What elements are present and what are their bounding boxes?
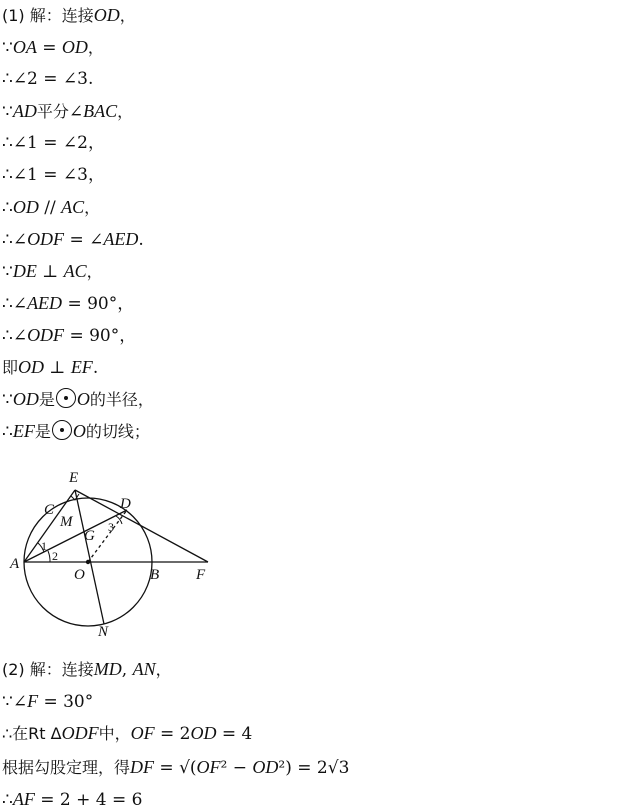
line-text-part: AD xyxy=(12,101,37,121)
label-n: N xyxy=(98,624,109,640)
line-text-part: ∴在Rt Δ xyxy=(2,724,62,743)
line-text-part: . xyxy=(92,358,99,378)
line-text-part: ∠ xyxy=(68,102,84,122)
line-text-part: ∴∠1 = ∠3， xyxy=(2,165,105,185)
line-text-part: AC xyxy=(63,261,87,281)
label-angle-1: 1 xyxy=(41,539,47,553)
line-text-part: = 30° xyxy=(38,692,94,712)
solution-line-18 xyxy=(2,756,349,779)
line-text-part: = ∠ xyxy=(64,230,104,250)
label-c: C xyxy=(44,502,55,518)
line-text-part: EF xyxy=(70,357,93,377)
line-text-part: = 90°， xyxy=(62,294,135,314)
line-text-part: = 90°， xyxy=(64,326,137,346)
line-text-part: OD xyxy=(93,5,120,25)
label-e: E xyxy=(69,470,79,486)
line-text-part: . xyxy=(138,230,144,250)
label-d: D xyxy=(120,496,131,512)
label-angle-3: 3 xyxy=(108,520,114,534)
line-text-part: 平分 xyxy=(36,102,69,121)
line-text-part: 中， xyxy=(98,724,131,743)
solution-line-15 xyxy=(2,658,172,681)
line-text-part: OD xyxy=(252,757,279,777)
line-text-part: BAC xyxy=(83,101,118,121)
line-text-part: AED xyxy=(103,229,139,249)
line-text-part: OF xyxy=(130,723,155,743)
line-text-part: = √( xyxy=(154,758,197,778)
line-text-part: , xyxy=(121,660,133,680)
line-text-part: ∴∠ xyxy=(2,326,28,346)
label-angle-2: 2 xyxy=(52,549,58,563)
line-text-part: OD xyxy=(61,37,88,57)
label-f: F xyxy=(196,567,206,583)
solution-line-4 xyxy=(2,100,133,123)
solution-line-11 xyxy=(2,324,136,347)
line-text-part: OA xyxy=(12,37,37,57)
circle-symbol-icon xyxy=(56,388,76,408)
line-text-part: ∴ xyxy=(2,198,13,218)
solution-line-2 xyxy=(2,36,104,59)
solution-line-19 xyxy=(2,788,142,811)
line-text-part: 的半径， xyxy=(89,390,154,409)
line-text-part: = xyxy=(36,38,62,58)
label-b: B xyxy=(150,567,160,583)
line-text-part: ， xyxy=(87,38,104,57)
line-text-part: DF xyxy=(130,757,155,777)
line-text-part: ∵∠ xyxy=(2,692,28,712)
solution-line-10 xyxy=(2,292,134,315)
line-text-part: MD xyxy=(93,659,122,679)
line-text-part: ⊥ xyxy=(44,358,71,378)
line-text-part: 是 xyxy=(38,390,55,409)
line-text-part: (2) 解：连接 xyxy=(2,660,94,679)
line-text-part: ， xyxy=(155,660,172,679)
line-text-part: ∵ xyxy=(2,102,13,122)
label-a: A xyxy=(10,556,20,572)
line-text-part: // xyxy=(38,198,62,218)
line-text-part: ， xyxy=(86,262,103,281)
line-text-part: 即 xyxy=(2,358,19,377)
line-en xyxy=(75,490,104,624)
line-text-part: = 2 xyxy=(154,724,191,744)
line-text-part: (1) 解：连接 xyxy=(2,6,94,25)
line-text-part: 是 xyxy=(34,422,51,441)
line-text-part: AN xyxy=(132,659,156,679)
line-text-part: ， xyxy=(84,198,101,217)
angle-arc-2 xyxy=(48,551,50,562)
solution-line-14 xyxy=(2,420,150,443)
label-o: O xyxy=(74,567,85,583)
solution-line-17 xyxy=(2,722,252,745)
line-text-part: OD xyxy=(12,389,39,409)
line-text-part: ⊥ xyxy=(36,262,64,282)
line-text-part: ODF xyxy=(61,723,99,743)
line-text-part: ODF xyxy=(27,229,65,249)
line-text-part: ² − xyxy=(220,758,253,778)
line-text-part: = 4 xyxy=(216,724,253,744)
circle-symbol-icon xyxy=(52,420,72,440)
solution-line-12 xyxy=(2,356,98,379)
line-text-part: ， xyxy=(117,102,134,121)
solution-line-1 xyxy=(2,4,136,27)
line-text-part: ∴ xyxy=(2,790,13,810)
line-text-part: OF xyxy=(196,757,221,777)
line-text-part: OD xyxy=(190,723,217,743)
line-text-part: AC xyxy=(61,197,85,217)
line-text-part: OD xyxy=(12,197,39,217)
line-text-part: ∴ xyxy=(2,422,13,442)
line-text-part: AED xyxy=(27,293,63,313)
line-text-part: AF xyxy=(12,789,35,809)
line-text-part: ²) = 2√3 xyxy=(278,758,350,778)
solution-line-13 xyxy=(2,388,154,411)
line-text-part: ∴∠2 = ∠3. xyxy=(2,69,94,89)
solution-line-7 xyxy=(2,196,100,219)
line-text-part: ∵ xyxy=(2,38,13,58)
line-text-part: ∵ xyxy=(2,262,13,282)
line-text-part: F xyxy=(27,691,39,711)
label-m: M xyxy=(60,514,73,530)
line-text-part: OD xyxy=(18,357,45,377)
line-text-part: EF xyxy=(12,421,35,441)
line-text-part: O xyxy=(72,421,86,441)
line-text-part: ∴∠ xyxy=(2,294,28,314)
line-text-part: ∵ xyxy=(2,390,13,410)
solution-line-3 xyxy=(2,68,93,90)
solution-line-5 xyxy=(2,132,105,154)
line-text-part: 的切线； xyxy=(85,422,150,441)
geometry-figure xyxy=(8,468,223,643)
line-text-part: ODF xyxy=(27,325,65,345)
solution-line-8 xyxy=(2,228,144,251)
line-text-part: ， xyxy=(119,6,136,25)
line-text-part: ∴∠1 = ∠2， xyxy=(2,133,105,153)
line-ad xyxy=(24,510,127,562)
line-text-part: = 2 + 4 = 6 xyxy=(34,790,143,810)
center-point xyxy=(86,560,90,564)
solution-line-6 xyxy=(2,164,105,186)
line-text-part: 根据勾股定理，得 xyxy=(2,758,131,777)
solution-line-9 xyxy=(2,260,103,283)
solution-line-16 xyxy=(2,690,93,713)
line-text-part: ∴∠ xyxy=(2,230,28,250)
line-text-part: DE xyxy=(12,261,37,281)
line-text-part: O xyxy=(76,389,90,409)
label-g: G xyxy=(84,528,95,544)
